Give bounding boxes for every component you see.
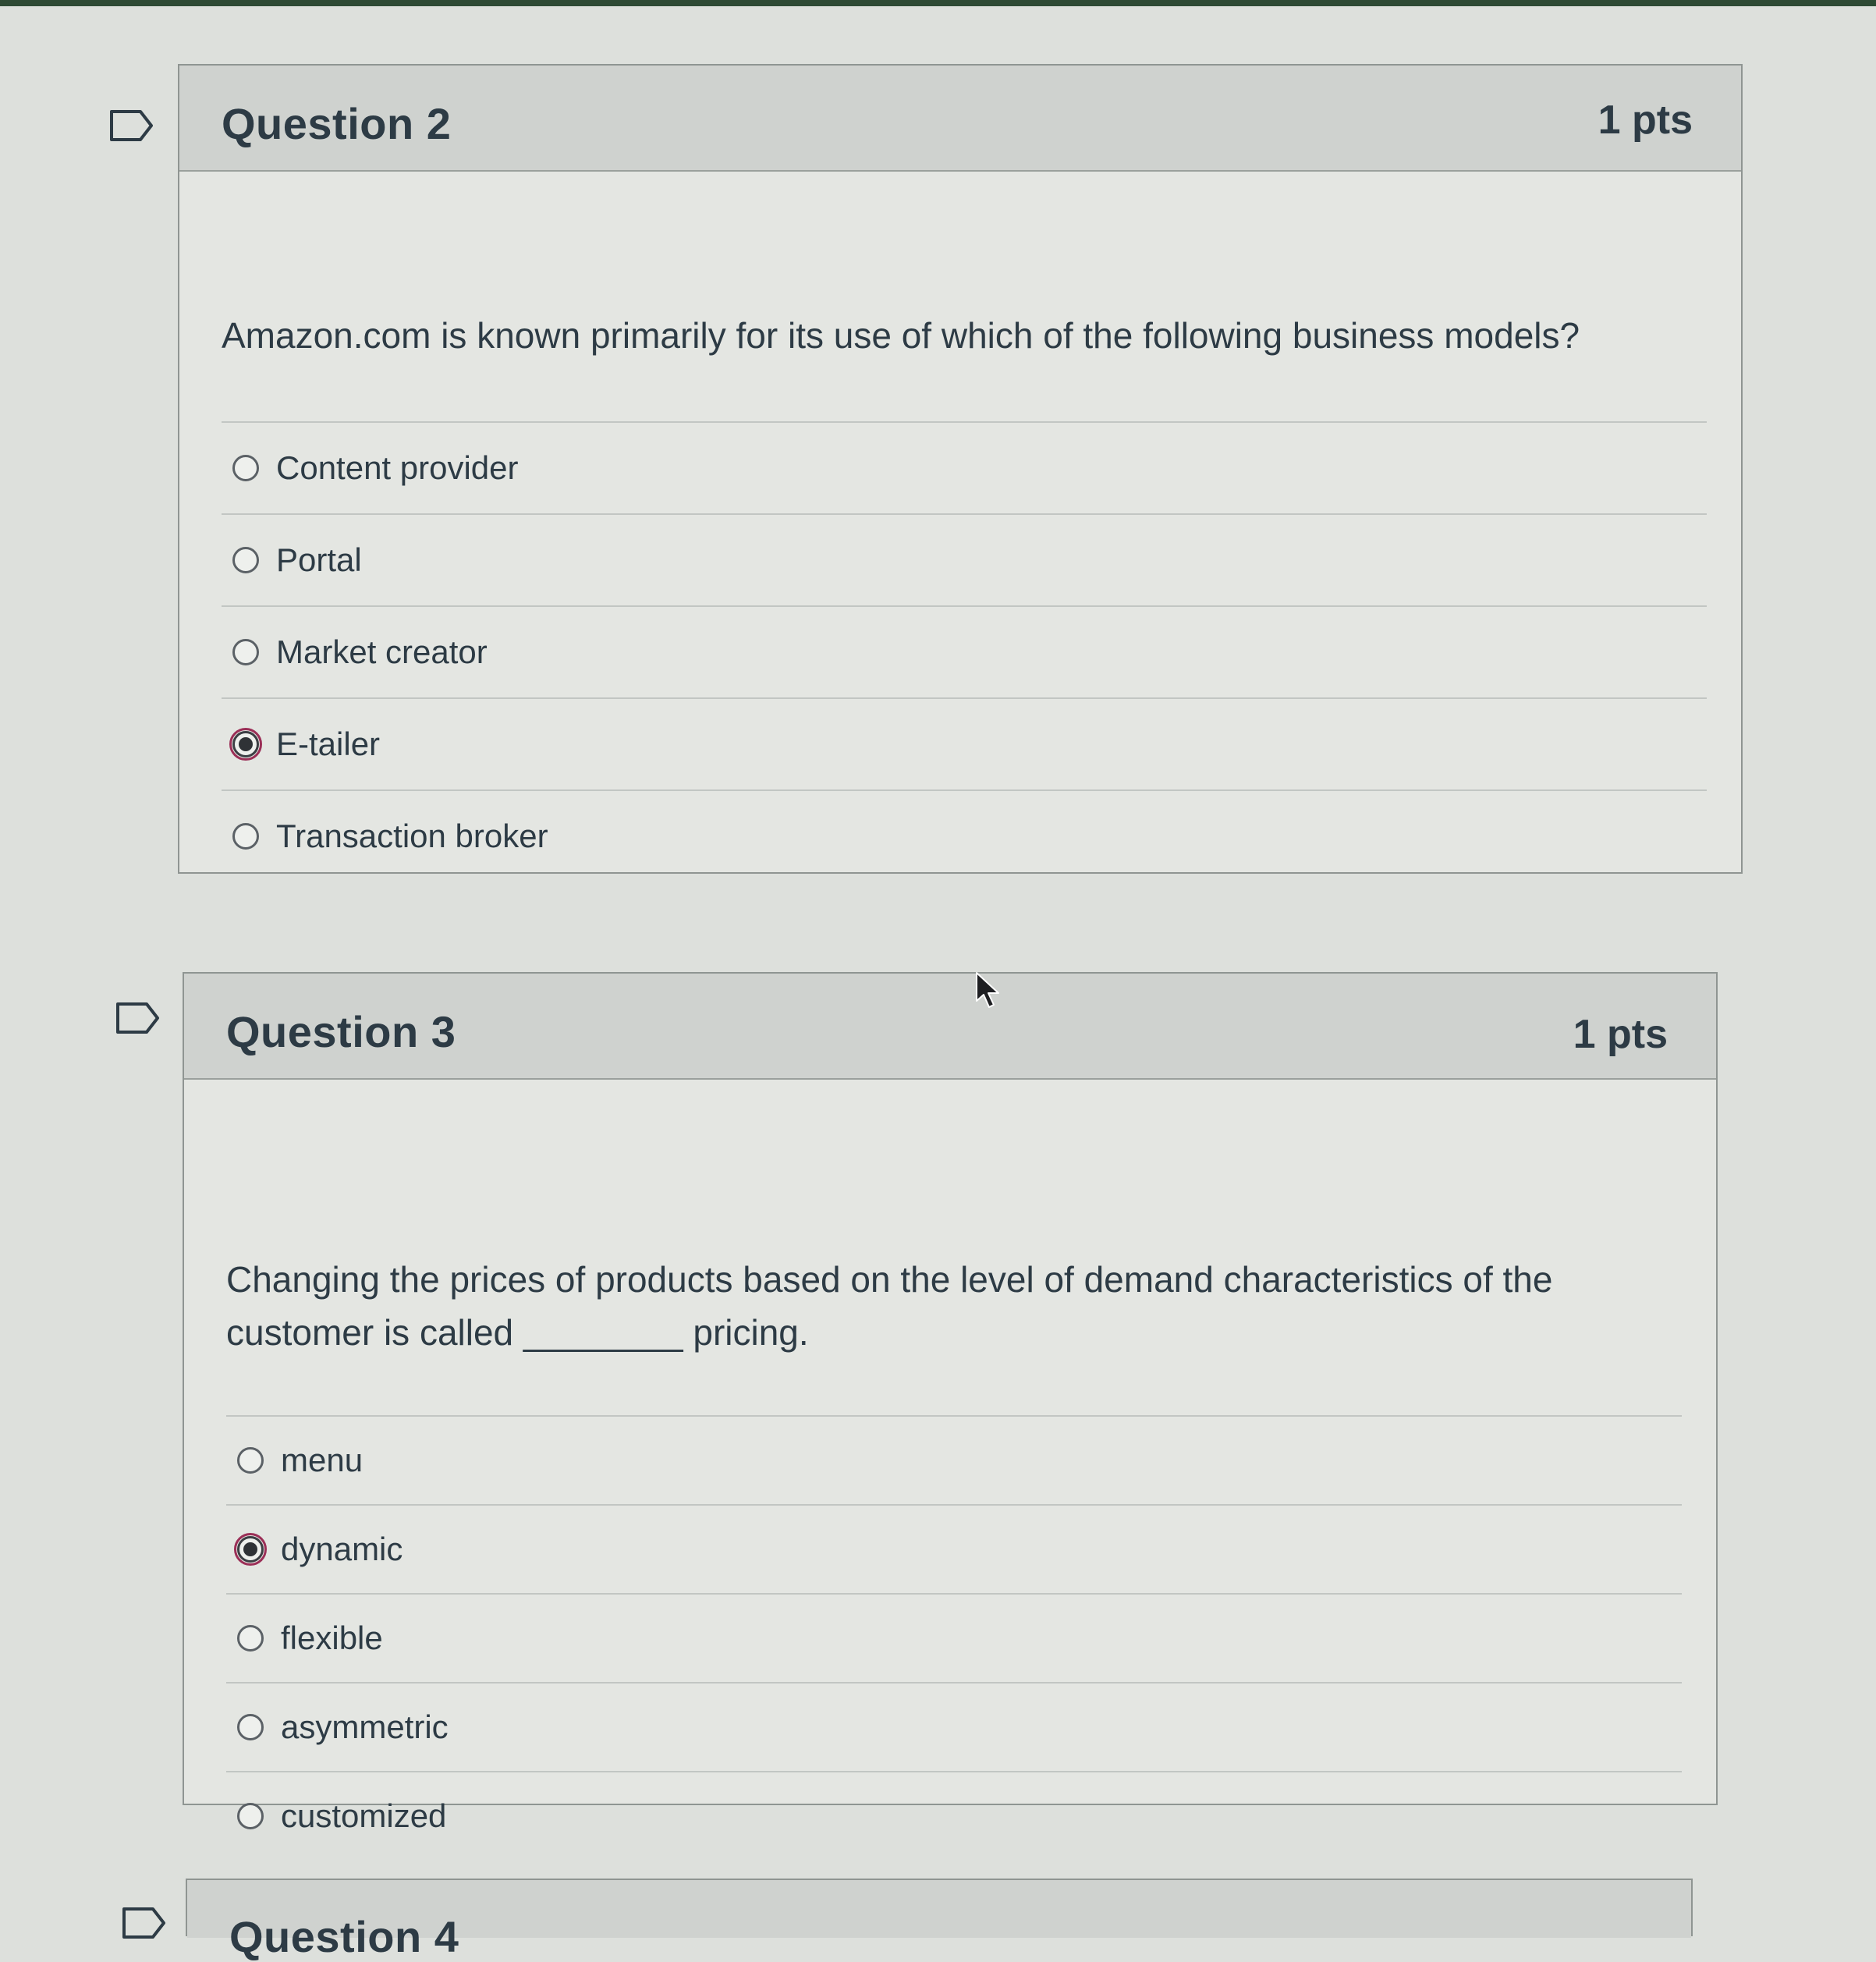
answer-list [226,1415,1682,1860]
flag-question-icon[interactable] [122,1907,167,1939]
question-card [178,64,1743,874]
answer-option[interactable] [226,1682,1682,1771]
question-points: 1 pts [1598,98,1693,143]
answer-label[interactable]: Portal [276,541,362,578]
radio-button[interactable] [237,1714,264,1740]
flag-question-icon[interactable] [109,109,154,142]
answer-label[interactable]: customized [281,1797,447,1834]
question-header [184,974,1716,1080]
question-title: Question 4 [229,1912,459,1961]
question-header [187,1880,1691,1961]
radio-button[interactable] [237,1625,264,1652]
question-text-line: Changing the prices of products based on the level of demand characteristics of the [226,1259,1553,1300]
radio-button-selected[interactable] [232,731,259,757]
radio-button-selected[interactable] [237,1536,264,1563]
answer-option[interactable] [226,1771,1682,1860]
answer-label[interactable]: E-tailer [276,726,381,762]
answer-label[interactable]: dynamic [281,1531,403,1567]
question-title: Question 2 [222,99,452,148]
answer-option[interactable] [226,1504,1682,1593]
answer-option[interactable] [226,1415,1682,1504]
answer-label[interactable]: Content provider [276,449,519,486]
radio-button[interactable] [237,1447,264,1474]
answer-option[interactable] [222,513,1707,605]
answer-option[interactable] [222,605,1707,697]
question-points: 1 pts [1573,1012,1668,1057]
question-text: Amazon.com is known primarily for its use of which of the following business models? [222,315,1580,356]
radio-button[interactable] [232,823,259,850]
flag-question-icon[interactable] [115,1002,161,1034]
question-title: Question 3 [226,1007,456,1056]
window-top-edge [0,0,1876,6]
question-card [186,1879,1693,1961]
answer-label[interactable]: Transaction broker [276,818,548,854]
question-header [179,66,1741,172]
mouse-pointer-icon [975,971,1002,1010]
radio-button[interactable] [232,455,259,481]
radio-button[interactable] [232,639,259,665]
radio-button[interactable] [237,1803,264,1829]
answer-option[interactable] [222,697,1707,789]
answer-label[interactable]: asymmetric [281,1708,449,1745]
question-card [183,972,1718,1834]
answer-label[interactable]: Market creator [276,633,488,670]
answer-list [222,421,1707,882]
answer-option[interactable] [226,1593,1682,1682]
question-text-line: customer is called ________ pricing. [226,1312,809,1353]
answer-label[interactable]: menu [281,1442,363,1478]
answer-option[interactable] [222,789,1707,882]
answer-option[interactable] [222,421,1707,513]
answer-label[interactable]: flexible [281,1620,383,1656]
radio-button[interactable] [232,547,259,573]
